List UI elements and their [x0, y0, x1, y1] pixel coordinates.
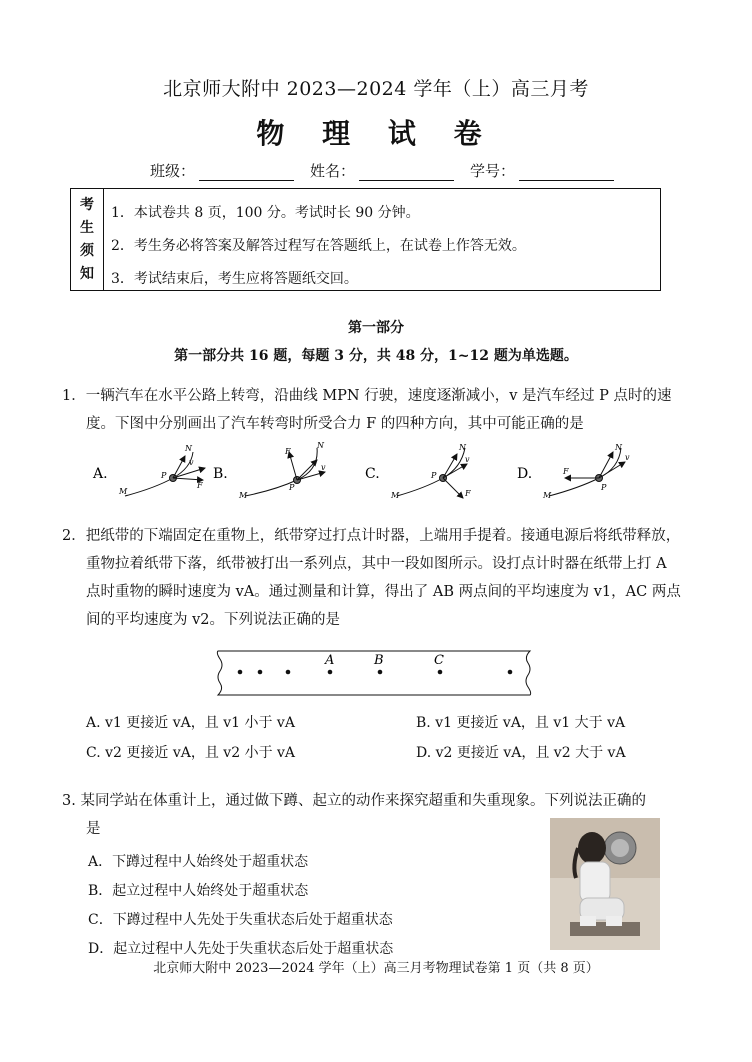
- notice-side-label: [71, 189, 104, 290]
- label-m: M: [391, 491, 400, 500]
- tape-dot-c: [438, 670, 443, 675]
- q2-option-b[interactable]: B. v1 更接近 vA，且 v1 大于 vA: [416, 715, 626, 731]
- q2-stem-line3: 点时重物的瞬时速度为 vA。通过测量和计算，得出了 AB 两点间的平均速度为 v1，AC 两点: [86, 584, 681, 600]
- q1-option-d-figure[interactable]: [517, 443, 630, 500]
- label-v: v: [465, 455, 470, 464]
- label-v: v: [321, 463, 326, 472]
- q1-option-a-label: A.: [93, 466, 108, 482]
- id-label: 学号：: [470, 162, 516, 180]
- q2-option-c[interactable]: C. v2 更接近 vA，且 v2 小于 vA: [86, 745, 296, 761]
- squatting-person-photo: [550, 818, 660, 950]
- label-f: F: [465, 489, 471, 498]
- q1-option-d-label: D.: [517, 466, 533, 482]
- tape-dot: [286, 670, 291, 675]
- label-f: F: [285, 447, 291, 456]
- name-label: 姓名：: [310, 162, 356, 180]
- q3-stem-line1: 3. 某同学站在体重计上，通过做下蹲、起立的动作来探究超重和失重现象。下列说法正确的: [62, 793, 646, 809]
- q3-stem-line2: 是: [86, 821, 101, 837]
- page-title: 物 理 试 卷: [256, 117, 496, 150]
- tape-dot-a: [328, 670, 333, 675]
- class-label: 班级：: [150, 162, 196, 180]
- tape-dot: [508, 670, 513, 675]
- label-p: P: [601, 483, 607, 492]
- label-p: P: [289, 483, 295, 492]
- label-p: P: [161, 471, 167, 480]
- label-f: F: [197, 481, 203, 490]
- class-field[interactable]: [150, 160, 294, 181]
- q1-figures: [85, 438, 675, 506]
- label-v: v: [189, 458, 194, 467]
- tape-label-a: A: [325, 653, 335, 668]
- school-header: 北京师大附中 2023—2024 学年（上）高三月考: [163, 78, 589, 100]
- q1-stem-line2: 度。下图中分别画出了汽车转弯时所受合力 F 的四种方向，其中可能正确的是: [86, 416, 584, 432]
- label-n: N: [317, 441, 324, 450]
- notice-item-1: 1．本试卷共 8 页，100 分。考试时长 90 分钟。: [111, 205, 420, 221]
- student-info-row: [150, 160, 614, 181]
- label-f: F: [563, 467, 569, 476]
- label-m: M: [239, 491, 248, 500]
- label-n: N: [459, 443, 466, 452]
- question-2: [62, 522, 702, 634]
- q2-stem-line1: 2．把纸带的下端固定在重物上，纸带穿过打点计时器，上端用手提着。接通电源后将纸带释放，: [62, 528, 681, 544]
- q3-option-b[interactable]: B．起立过程中人始终处于超重状态: [88, 883, 309, 899]
- label-v: v: [625, 453, 630, 462]
- tape-label-b: B: [374, 653, 384, 668]
- part-description: 第一部分共 16 题，每题 3 分，共 48 分，1~12 题为单选题。: [174, 348, 578, 364]
- q2-option-a[interactable]: A. v1 更接近 vA，且 v1 小于 vA: [86, 715, 295, 731]
- q3-option-d[interactable]: D．起立过程中人先处于失重状态后处于超重状态: [88, 941, 394, 957]
- label-p: P: [431, 471, 437, 480]
- tape-label-c: C: [434, 653, 444, 668]
- label-m: M: [119, 487, 128, 496]
- q1-stem-line1: 1．一辆汽车在水平公路上转弯，沿曲线 MPN 行驶，速度逐渐减小，v 是汽车经过 P 点时的速: [62, 388, 672, 404]
- tape-dot: [238, 670, 243, 675]
- page-footer: 北京师大附中 2023—2024 学年（上）高三月考物理试卷第 1 页（共 8 页）: [153, 961, 599, 976]
- q1-option-b-label: B.: [213, 466, 228, 482]
- q3-option-c[interactable]: C．下蹲过程中人先处于失重状态后处于超重状态: [88, 912, 393, 928]
- label-m: M: [543, 491, 552, 500]
- tape-dot: [258, 670, 263, 675]
- notice-char: 生: [80, 219, 94, 236]
- exam-notice-box: [70, 188, 661, 291]
- notice-item-3: 3．考试结束后，考生应将答题纸交回。: [111, 271, 358, 287]
- paper-tape-figure: [212, 645, 537, 701]
- notice-char: 须: [80, 242, 94, 259]
- q2-stem-line4: 间的平均速度为 v2。下列说法正确的是: [86, 612, 341, 628]
- q1-option-c-figure[interactable]: [365, 443, 471, 500]
- q1-option-b-figure[interactable]: [213, 441, 326, 500]
- notice-item-2: 2．考生务必将答案及解答过程写在答题纸上，在试卷上作答无效。: [111, 238, 526, 254]
- q2-stem-line2: 重物拉着纸带下落，纸带被打出一系列点，其中一段如图所示。设打点计时器在纸带上打 A: [86, 556, 667, 572]
- label-n: N: [185, 444, 192, 453]
- tape-dot-b: [378, 670, 383, 675]
- q3-option-a[interactable]: A．下蹲过程中人始终处于超重状态: [88, 854, 309, 870]
- question-1: [62, 382, 702, 438]
- part-title: 第一部分: [348, 320, 404, 336]
- student-id-field[interactable]: [470, 160, 614, 181]
- notice-char: 知: [80, 265, 94, 282]
- name-field[interactable]: [310, 160, 454, 181]
- q2-option-d[interactable]: D. v2 更接近 vA，且 v2 大于 vA: [416, 745, 626, 761]
- label-n: N: [615, 443, 622, 452]
- notice-char: 考: [80, 196, 94, 213]
- q1-option-a-figure[interactable]: [92, 444, 205, 496]
- q1-option-c-label: C.: [365, 466, 380, 482]
